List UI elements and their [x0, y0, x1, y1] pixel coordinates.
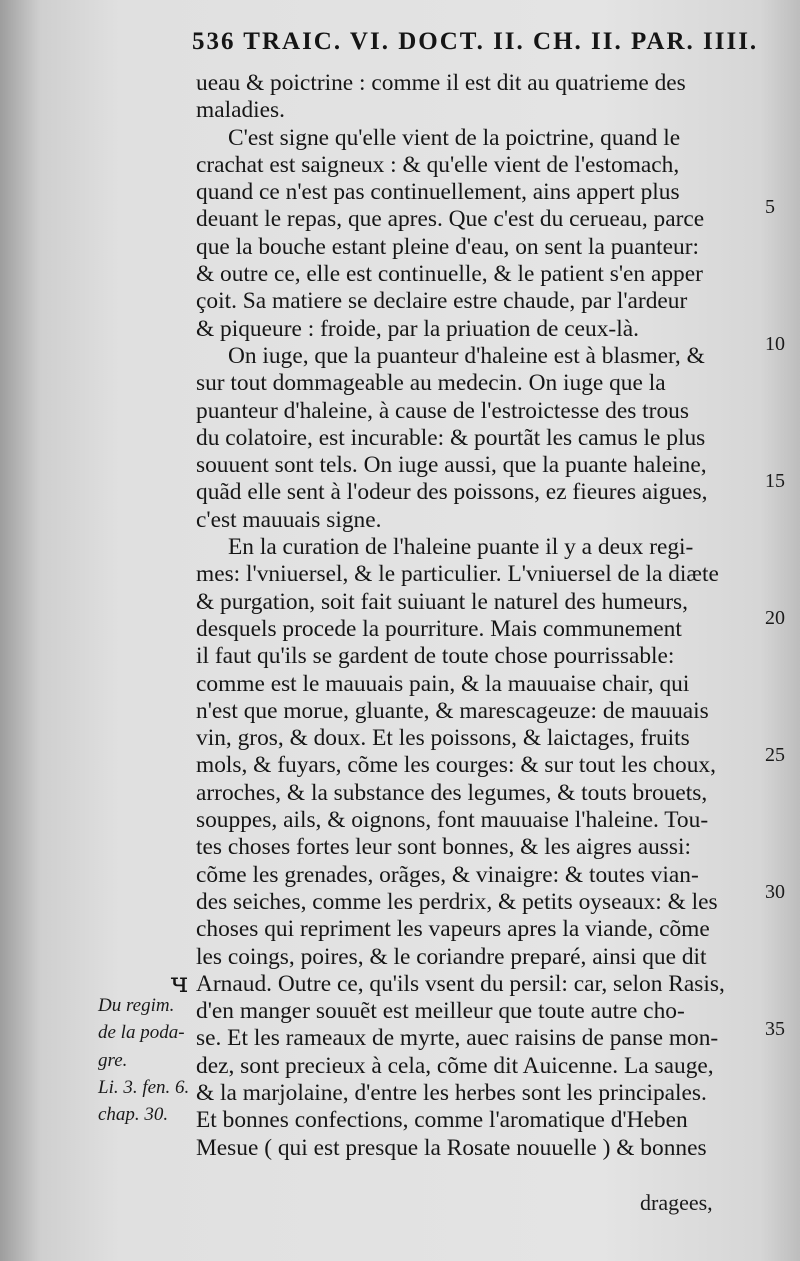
text-line: dez, sont precieux à cela, cõme dit Auicenne. La sauge, [196, 1052, 714, 1079]
text-line: Mesue ( qui est presque la Rosate nouuelle ) & bonnes [196, 1134, 707, 1161]
text-line: Arnaud. Outre ce, qu'ils vsent du persil: car, selon Rasis, [196, 970, 725, 997]
text-line: Et bonnes confections, comme l'aromatique d'Heben [196, 1107, 688, 1134]
text-line: choses qui repriment les vapeurs apres la viande, cõme [196, 916, 710, 943]
text-line: se. Et les rameaux de myrte, auec raisins de panse mon- [196, 1025, 719, 1052]
text-line: d'en manger souuẽt est meilleur que toute autre cho- [196, 998, 685, 1025]
text-line: quand ce n'est pas continuellement, ains appert plus [196, 179, 680, 206]
text-line: quãd elle sent à l'odeur des poissons, ez fieures aigues, [196, 479, 708, 506]
text-line: n'est que morue, gluante, & marescageuze: de mauuais [196, 697, 709, 724]
marginal-marker: ч [170, 966, 189, 999]
running-header: 536 TRAIC. VI. DOCT. II. CH. II. PAR. IIII. [192, 28, 759, 55]
text-line: comme est le mauuais pain, & la mauuaise chair, qui [196, 670, 690, 697]
text-line: les coings, poires, & le coriandre preparé, ainsi que dit [196, 943, 707, 970]
text-line: & outre ce, elle est continuelle, & le patient s'en apper [196, 261, 703, 288]
text-line: sur tout dommageable au medecin. On iuge que la [196, 370, 666, 397]
text-line: vin, gros, & doux. Et les poissons, & laictages, fruits [196, 725, 690, 752]
line-number: 20 [765, 607, 785, 629]
text-line: arroches, & la substance des legumes, & touts brouets, [196, 779, 708, 806]
text-line: C'est signe qu'elle vient de la poictrine, quand le [228, 124, 681, 151]
catchword: dragees, [640, 1190, 713, 1215]
line-number: 5 [765, 196, 775, 218]
text-line: cõme les grenades, orãges, & vinaigre: & toutes vian- [196, 861, 699, 888]
text-line: mols, & fuyars, cõme les courges: & sur tout les choux, [196, 752, 716, 779]
text-line: des seiches, comme les perdrix, & petits oyseaux: & les [196, 888, 718, 915]
text-line: çoit. Sa matiere se declaire estre chaude, par l'ardeur [196, 288, 688, 315]
marginal-note-line: Li. 3. fen. 6. [98, 1076, 190, 1098]
line-number: 15 [765, 470, 785, 492]
text-line: deuant le repas, que apres. Que c'est du cerueau, parce [196, 206, 705, 233]
text-line: ueau & poictrine : comme il est dit au quatrieme des [196, 70, 686, 96]
text-line: & la marjolaine, d'entre les herbes sont les principales. [196, 1079, 707, 1106]
marginal-note [98, 992, 208, 1128]
text-line: puanteur d'haleine, à cause de l'estroictesse des trous [196, 397, 689, 424]
marginal-note-line: chap. 30. [98, 1104, 169, 1126]
text-line: On iuge, que la puanteur d'haleine est à blasmer, & [228, 342, 705, 369]
marginal-note-line: Du regim. [98, 995, 175, 1016]
text-line: souuent sont tels. On iuge aussi, que la puante haleine, [196, 452, 707, 479]
text-line: tes choses fortes leur sont bonnes, & les aigres aussi: [196, 834, 692, 861]
line-number: 30 [765, 881, 785, 903]
line-number: 35 [765, 1018, 785, 1040]
text-line: desquels procede la pourriture. Mais communement [196, 615, 682, 642]
text-line: crachat est saigneux : & qu'elle vient de l'estomach, [196, 151, 680, 178]
marginal-note-line: gre. [98, 1049, 128, 1071]
text-line: souppes, ails, & oignons, font mauuaise l'haleine. Tou- [196, 807, 709, 834]
text-line: du colatoire, est incurable: & pourtãt les camus le plus [196, 424, 706, 451]
text-line: il faut qu'ils se gardent de toute chose pourrissable: [196, 643, 675, 670]
text-line: & purgation, soit fait suiuant le naturel des humeurs, [196, 588, 688, 615]
text-line: c'est mauuais signe. [196, 506, 382, 533]
marginal-note-line: de la poda- [98, 1022, 185, 1044]
line-number: 10 [765, 333, 785, 355]
text-line: & piqueure : froide, par la priuation de ceux-là. [196, 315, 639, 342]
text-line: mes: l'vniuersel, & le particulier. L'vniuersel de la diæte [196, 561, 719, 588]
body-text [196, 70, 762, 1162]
text-line: En la curation de l'haleine puante il y a deux regi- [228, 534, 694, 561]
text-line: que la bouche estant pleine d'eau, on sent la puanteur: [196, 233, 700, 260]
line-number: 25 [765, 744, 785, 766]
text-line: maladies. [196, 97, 285, 124]
